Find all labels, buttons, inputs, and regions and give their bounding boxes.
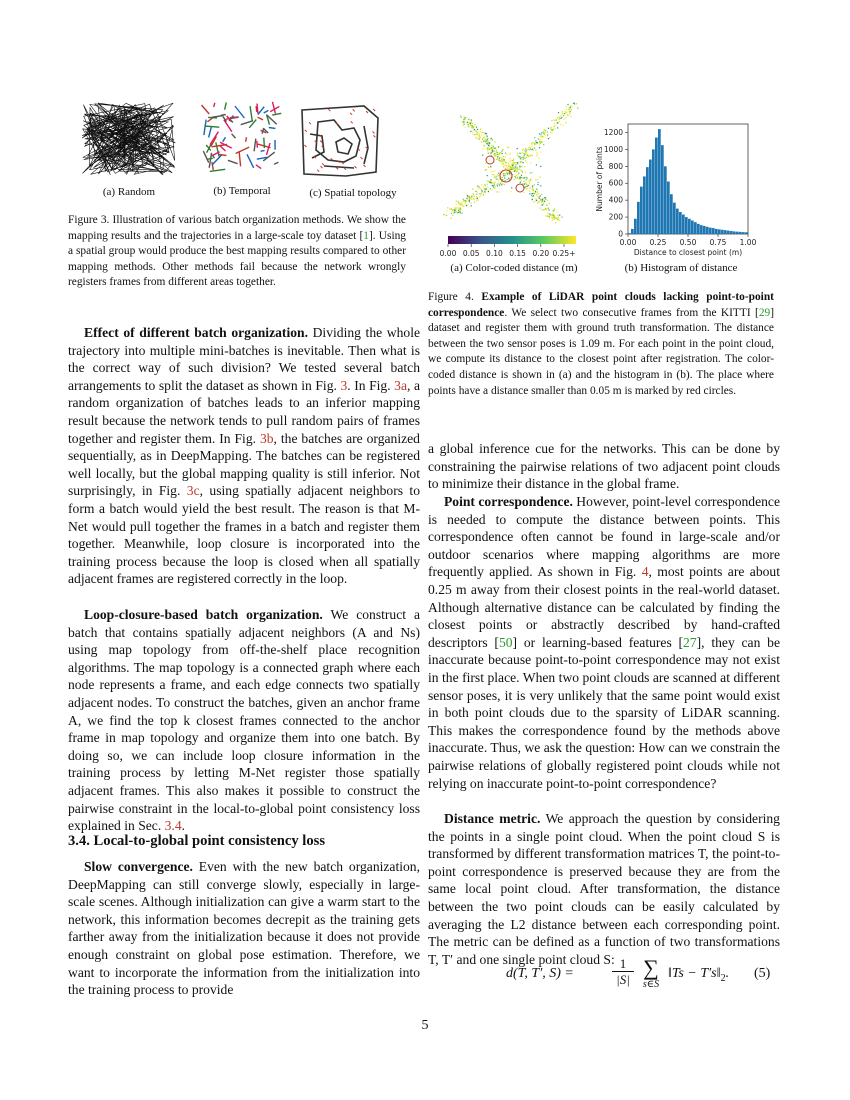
histogram-bar: [727, 231, 730, 234]
histogram-bar: [709, 228, 712, 234]
figure-link[interactable]: 3c: [186, 483, 200, 499]
figure-4: [428, 96, 780, 278]
histogram-bar: [724, 230, 727, 234]
figure-link[interactable]: 4: [641, 564, 649, 580]
citation-link[interactable]: 50: [498, 634, 513, 650]
histogram-bar: [673, 203, 676, 234]
equation-5: [428, 956, 780, 1000]
paragraph-point-correspondence: Point correspondence. However, point-level correspondence is needed to compute the distance between points. This correspondence often cannot be found in large-scale and/or outdoor scenarios where mapping algorithms are more frequently applied. As shown in Fig. 4, most points are about 0.25 m away from their closest points in the real-world dataset. Although alternative distance can be calculated by finding the closest points or abstractly described by hand-crafted descriptors [50] or learning-based features [27], they can be inaccurate because point-to-point correspondence may not exist in the first place. When two point clouds are scanned at different sensor poses, it is very unlikely that the same point would exist in both point clouds due to the sparsity of LiDAR scanning. This makes the correspondence found by the methods above inaccurate. Thus, we ask the question: How can we constrain the pairwise relations of globally registered point clouds while not relying on inaccurate point-to-point correspondence?: [428, 494, 781, 791]
section-link[interactable]: 3.4: [164, 818, 182, 834]
paragraph-global-cue: a global inference cue for the networks. This can be done by constraining the pairwise relations of two adjacent point clouds to minimize their distance in the global frame.: [428, 441, 780, 492]
page-number: 5: [421, 1018, 429, 1033]
histogram-bar: [712, 228, 715, 234]
paragraph-batch-organization: Effect of different batch organization. Dividing the whole trajectory into multiple mini-batches is inevitable. Then what is the correct way of such division? We tested several batch arrangements to split the dataset as shown in Fig. 3. In Fig. 3a, a random organization of batches leads to an inferior mapping result because the network tends to pull random pairs of frames together and register them. In Fig. 3b, the batches are organized sequentially, as in DeepMapping. The batches can be registered well locally, but the global mapping quality is still inferior. Not surprisingly, in Fig. 3c, using spatially adjacent neighbors to form a batch would yield the best result. The reason is that M-Net would pull together the frames in a batch and register them together. Meanwhile, loop closure is incorporated into the training process because the loop is closed when all spatially adjacent frames are registered correctly in the loop.: [68, 325, 421, 587]
figure-4-caption-label: Figure 4.: [428, 291, 474, 303]
histogram-xtick-label: 1.00: [739, 238, 757, 247]
histogram-ytick-label: 800: [608, 161, 623, 171]
colorbar-tick-label: 0.10: [486, 249, 503, 258]
histogram-xtick-label: 0.75: [709, 238, 727, 247]
colorbar-tick-label: 0.15: [509, 249, 526, 258]
histogram-bar: [676, 209, 679, 234]
equation-number: (5): [754, 966, 771, 981]
histogram-bar: [745, 232, 748, 234]
figure-3-caption: Figure 3. Illustration of various batch organization methods. We show the mapping results and the trajectories in a large-scale toy dataset [1]. Using a spatial group would produce the best mapping results compared to other mapping methods. Other methods fail because the network wrongly registers frames from different areas together.: [68, 214, 406, 289]
figure-3-caption-label: Figure 3.: [68, 214, 110, 226]
histogram-ytick-label: 1200: [603, 127, 623, 137]
figure-4-caption: Figure 4. Example of LiDAR point clouds lacking point-to-point correspondence. We select two consecutive frames from the KITTI [29] dataset and register them with ground truth transformation. The distance between the two sensor poses is 1.09 m. For each point in the point cloud, we compute its distance to the closest point after registration. The color-coded distance is shown in (a) and the histogram in (b). The place where points have a distance smaller than 0.05 m is marked by red circles.: [428, 291, 774, 397]
histogram-bar: [694, 222, 697, 234]
histogram-bar: [643, 176, 646, 234]
histogram-bar: [628, 233, 631, 234]
figure-3a-random-map: [76, 100, 184, 178]
histogram-bar: [688, 219, 691, 234]
section-title: 3.4. Local-to-global point consistency loss: [68, 833, 326, 849]
colorbar-tick-label: 0.05: [462, 249, 480, 258]
histogram-ytick-label: 200: [608, 212, 623, 222]
histogram-ytick-label: 400: [608, 195, 623, 205]
figure-4a-colorbar: [439, 236, 584, 258]
histogram-bar: [661, 145, 664, 234]
histogram-bar: [664, 166, 667, 234]
histogram-bar: [742, 232, 745, 234]
histogram-bar: [736, 232, 739, 234]
histogram-ylabel: Number of points: [595, 146, 604, 212]
histogram-ytick-label: 1000: [603, 144, 623, 154]
histogram-bar: [679, 212, 682, 234]
citation-link[interactable]: 29: [758, 306, 771, 319]
histogram-ytick-label: 0: [618, 229, 623, 239]
histogram-bar: [658, 129, 661, 234]
histogram-xtick-label: 0.25: [649, 238, 667, 247]
histogram-bar: [685, 217, 688, 234]
histogram-bar: [691, 220, 694, 234]
colorbar-tick-label: 0.20: [532, 249, 550, 258]
histogram-bar: [655, 138, 658, 234]
figure-3a-label: (a) Random: [102, 186, 156, 198]
equation-sum: ∑ s∈S: [638, 956, 664, 990]
histogram-bar: [631, 229, 634, 234]
citation-link[interactable]: 27: [683, 634, 697, 650]
histogram-bar: [718, 229, 721, 234]
histogram-bar: [649, 160, 652, 234]
colorbar-tick-label: 0.25+: [552, 249, 576, 258]
equation-lhs: d(T, T′, S) =: [506, 966, 574, 981]
histogram-bar: [697, 224, 700, 234]
histogram-bar: [730, 231, 733, 234]
histogram-xlabel: Distance to closest point (m): [633, 248, 743, 257]
histogram-bar: [667, 182, 670, 234]
figure-3b-temporal-map: [198, 100, 290, 178]
paragraph-distance-metric: Distance metric. We approach the question by considering the points in a single point cloud. When the point cloud S is transformed by different transformation matrices T, the point-to-point correspondence is preserved because they are from the same local point cloud. After transformation, the distance between the two point clouds can be easily calculated by averaging the L2 distance between each corresponding point. The metric can be defined as a function of two transformations T, T′ and one single point cloud S:: [428, 811, 780, 967]
figure-link[interactable]: 3: [340, 377, 348, 393]
histogram-bar: [670, 194, 673, 234]
figure-4b-label: (b) Histogram of distance: [624, 262, 738, 274]
histogram-bar: [637, 202, 640, 234]
figure-3c-spatial-map: [294, 100, 384, 180]
paragraph-slow-convergence: Slow convergence. Even with the new batch organization, DeepMapping can still converge slowly, especially in large-scale scenes. Although initialization can give a warm start to the network, this information becomes decrepit as the training gets farther away from the initialization because it does not provide enough constraint on global pose estimation. Therefore, we want to incorporate the information from the initialization into the training process to provide: [68, 859, 420, 998]
figure-3: [68, 100, 420, 204]
colorbar-tick-label: 0.00: [439, 249, 457, 258]
equation-rhs: ‖Ts − $T's‖_2$.: [668, 966, 730, 984]
figure-4a-label: (a) Color-coded distance (m): [450, 262, 578, 274]
histogram-bar: [706, 227, 709, 234]
figure-3c-label: (c) Spatial topology: [309, 187, 397, 199]
equation-fraction: 1 |S|: [612, 956, 634, 988]
figure-4a-point-cloud: [438, 96, 586, 238]
histogram-bar: [682, 215, 685, 234]
histogram-bar: [646, 167, 649, 234]
figure-4b-histogram: [594, 118, 762, 280]
histogram-bar: [733, 231, 736, 234]
histogram-bar: [652, 149, 655, 234]
histogram-bar: [703, 226, 706, 234]
citation-link[interactable]: 1: [363, 229, 369, 242]
histogram-bar: [700, 225, 703, 234]
histogram-ytick-label: 600: [608, 178, 623, 188]
histogram-bar: [715, 229, 718, 234]
sum-icon: ∑: [643, 955, 659, 980]
histogram-bar: [739, 232, 742, 234]
histogram-xtick-label: 0.50: [679, 238, 697, 247]
histogram-bar: [640, 187, 643, 234]
figure-link[interactable]: 3a: [394, 377, 408, 393]
histogram-xtick-label: 0.00: [619, 238, 637, 247]
figure-3b-label: (b) Temporal: [213, 185, 271, 197]
histogram-bar: [721, 230, 724, 234]
figure-link[interactable]: 3b: [259, 430, 274, 446]
histogram-bar: [634, 219, 637, 234]
paragraph-loop-closure: Loop-closure-based batch organization. We construct a batch that contains spatially adjacent neighbors (A and Ns) using map topology from off-the-shelf place recognition algorithms. The map topology is a connected graph where each node represents a frame, and each edge connects two spatially adjacent nodes. To construct the batches, given an anchor frame A, we find the top k closest frames connected to the anchor frame in map topology and organize them into one batch. By doing so, we can include loop closure information in the training process by letting M-Net register those spatially adjacent frames. This also makes it possible to construct the pairwise constraint in the local-to-global point consistency loss explained in Sec. 3.4.: [68, 607, 420, 834]
